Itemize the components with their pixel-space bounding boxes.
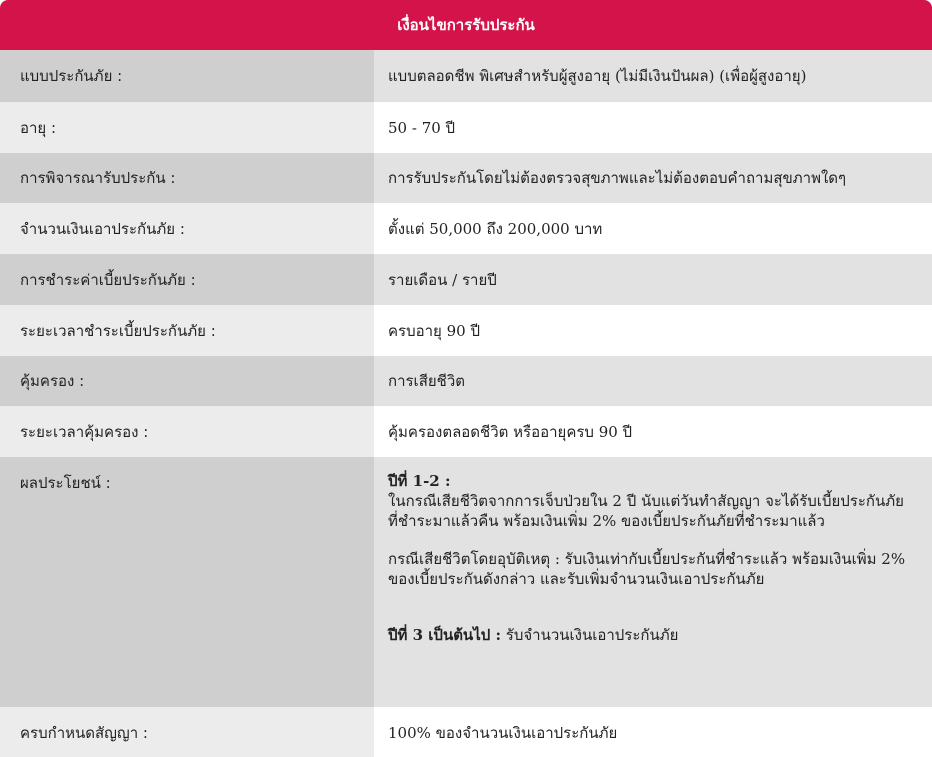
row-label-sum-insured: จำนวนเงินเอาประกันภัย : — [0, 203, 374, 254]
row-label-payment-period: ระยะเวลาชำระเบี้ยประกันภัย : — [0, 305, 374, 356]
row-value-premium-payment: รายเดือน / รายปี — [374, 254, 932, 305]
row-label-plan-type: แบบประกันภัย : — [0, 50, 374, 102]
row-value-underwriting: การรับประกันโดยไม่ต้องตรวจสุขภาพและไม่ต้องตอบคำถามสุขภาพใดๆ — [374, 153, 932, 203]
row-value-coverage: การเสียชีวิต — [374, 356, 932, 406]
row-value-maturity: 100% ของจำนวนเงินเอาประกันภัย — [374, 707, 932, 757]
row-label-underwriting: การพิจารณารับประกัน : — [0, 153, 374, 203]
row-value-sum-insured: ตั้งแต่ 50,000 ถึง 200,000 บาท — [374, 203, 932, 254]
benefit-year12-accident: กรณีเสียชีวิตโดยอุบัติเหตุ : รับเงินเท่ากับเบี้ยประกันที่ชำระแล้ว พร้อมเงินเพิ่ม 2% ของเบี้ยประกันดังกล่าว และรับเพิ่มจำนวนเงินเอาประกันภัย — [388, 550, 906, 588]
row-value-payment-period: ครบอายุ 90 ปี — [374, 305, 932, 356]
table-row — [0, 153, 932, 203]
table-row — [0, 406, 932, 457]
row-label-age: อายุ : — [0, 102, 374, 153]
row-label-benefit: ผลประโยชน์ : — [0, 457, 374, 707]
table-row — [0, 707, 932, 757]
table-row — [0, 50, 932, 102]
table-row — [0, 457, 932, 707]
benefit-details — [388, 471, 912, 645]
row-value-plan-type: แบบตลอดชีพ พิเศษสำหรับผู้สูงอายุ (ไม่มีเงินปันผล) (เพื่อผู้สูงอายุ) — [374, 50, 932, 102]
table-row — [0, 102, 932, 153]
table-row — [0, 305, 932, 356]
row-value-age: 50 - 70 ปี — [374, 102, 932, 153]
row-label-premium-payment: การชำระค่าเบี้ยประกันภัย : — [0, 254, 374, 305]
row-label-maturity: ครบกำหนดสัญญา : — [0, 707, 374, 757]
table-row — [0, 203, 932, 254]
row-label-coverage-period: ระยะเวลาคุ้มครอง : — [0, 406, 374, 457]
row-label-coverage: คุ้มครอง : — [0, 356, 374, 406]
table-title: เงื่อนไขการรับประกัน — [0, 0, 932, 50]
benefit-year3-heading: ปีที่ 3 เป็นต้นไป : — [388, 626, 502, 644]
benefit-year3-text: รับจำนวนเงินเอาประกันภัย — [501, 626, 679, 644]
row-value-coverage-period: คุ้มครองตลอดชีวิต หรืออายุครบ 90 ปี — [374, 406, 932, 457]
benefit-year3 — [388, 625, 912, 645]
table-row — [0, 254, 932, 305]
benefit-year12-illness: ในกรณีเสียชีวิตจากการเจ็บป่วยใน 2 ปี นับแต่วันทำสัญญา จะได้รับเบี้ยประกันภัยที่ชำระมาแล้วคืน พร้อมเงินเพิ่ม 2% ของเบี้ยประกันภัยที่ชำระมาแล้ว — [388, 492, 904, 530]
benefit-year12-heading: ปีที่ 1-2 : — [388, 472, 451, 490]
row-value-benefit — [374, 457, 932, 707]
table-row — [0, 356, 932, 406]
